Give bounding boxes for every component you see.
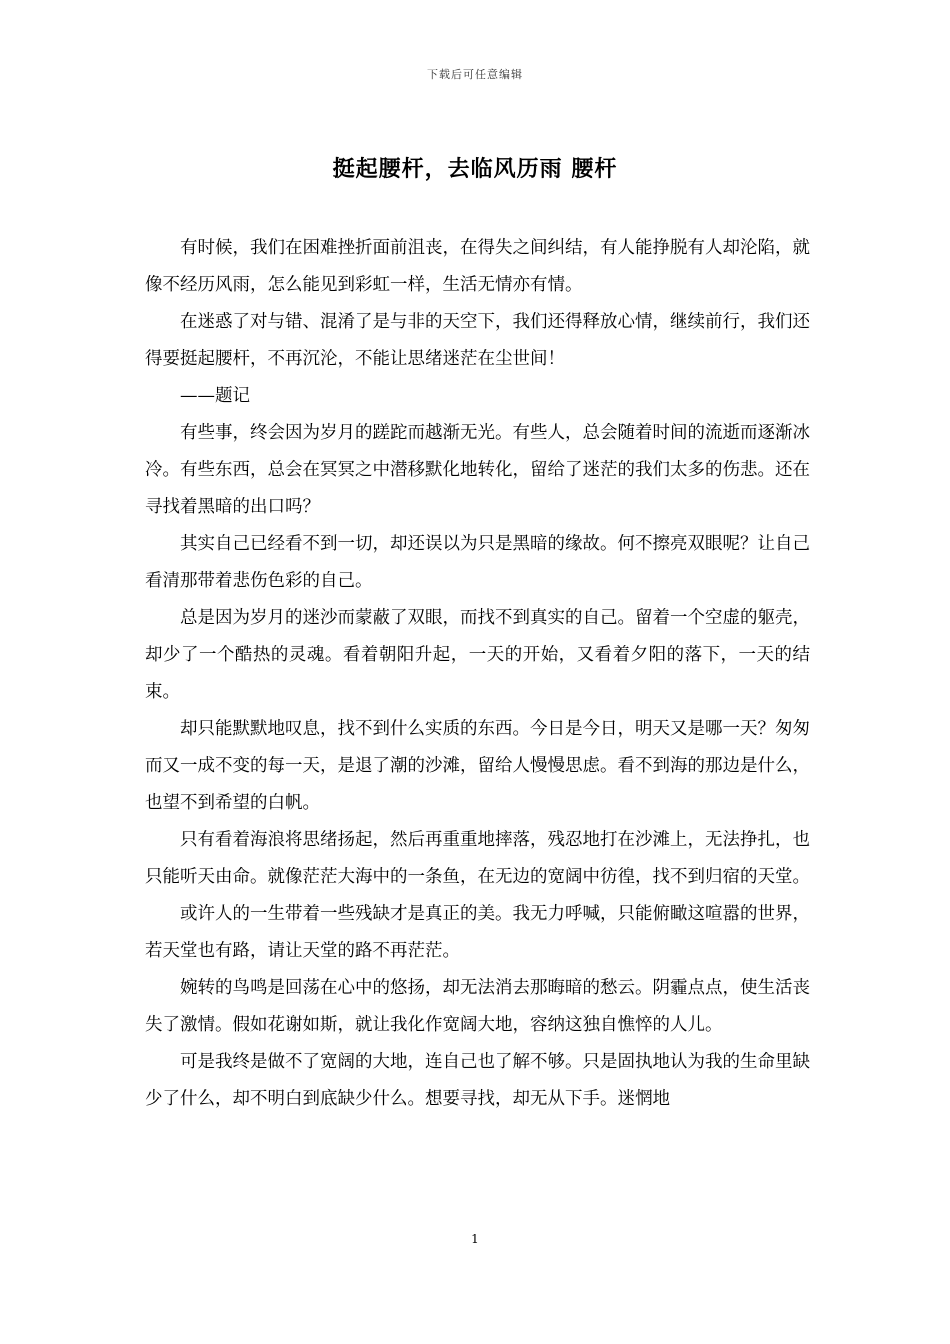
page-number: 1 bbox=[471, 1232, 479, 1246]
paragraph: 只有看着海浪将思绪扬起，然后再重重地摔落，残忍地打在沙滩上，无法挣扎，也只能听天由命。就像茫茫大海中的一条鱼，在无边的宽阔中彷徨，找不到归宿的天堂。 bbox=[145, 830, 810, 887]
paragraph: 总是因为岁月的迷沙而蒙蔽了双眼，而找不到真实的自己。留着一个空虚的躯壳，却少了一个酷热的灵魂。看着朝阳升起，一天的开始，又看着夕阳的落下，一天的结束。 bbox=[145, 608, 810, 702]
paragraph: 有时候，我们在困难挫折面前沮丧，在得失之间纠结，有人能挣脱有人却沦陷，就像不经历风雨，怎么能见到彩虹一样，生活无情亦有情。 bbox=[145, 238, 810, 295]
document-title: 挺起腰杆，去临风历雨 腰杆 bbox=[332, 156, 618, 182]
paragraph: 可是我终是做不了宽阔的大地，连自己也了解不够。只是固执地认为我的生命里缺少了什么，却不明白到底缺少什么。想要寻找，却无从下手。迷惘地 bbox=[145, 1052, 810, 1109]
document-body bbox=[145, 230, 810, 1118]
paragraph: 其实自己已经看不到一切，却还误以为只是黑暗的缘故。何不擦亮双眼呢？让自己看清那带着悲伤色彩的自己。 bbox=[145, 534, 810, 591]
paragraph: 婉转的鸟鸣是回荡在心中的悠扬，却无法消去那晦暗的愁云。阴霾点点，使生活丧失了激情。假如花谢如斯，就让我化作宽阔大地，容纳这独自憔悴的人儿。 bbox=[145, 978, 810, 1035]
epigraph-attribution: ——题记 bbox=[180, 386, 250, 406]
page-header-note: 下载后可任意编辑 bbox=[427, 68, 523, 81]
paragraph: 在迷惑了对与错、混淆了是与非的天空下，我们还得释放心情，继续前行，我们还得要挺起腰杆，不再沉沦，不能让思绪迷茫在尘世间！ bbox=[145, 312, 810, 369]
paragraph: 却只能默默地叹息，找不到什么实质的东西。今日是今日，明天又是哪一天？匆匆而又一成不变的每一天，是退了潮的沙滩，留给人慢慢思虑。看不到海的那边是什么，也望不到希望的白帆。 bbox=[145, 719, 810, 813]
paragraph: 有些事，终会因为岁月的蹉跎而越渐无光。有些人，总会随着时间的流逝而逐渐冰冷。有些东西，总会在冥冥之中潜移默化地转化，留给了迷茫的我们太多的伤悲。还在寻找着黑暗的出口吗？ bbox=[145, 423, 810, 517]
paragraph: 或许人的一生带着一些残缺才是真正的美。我无力呼喊，只能俯瞰这喧嚣的世界，若天堂也有路，请让天堂的路不再茫茫。 bbox=[145, 904, 810, 961]
